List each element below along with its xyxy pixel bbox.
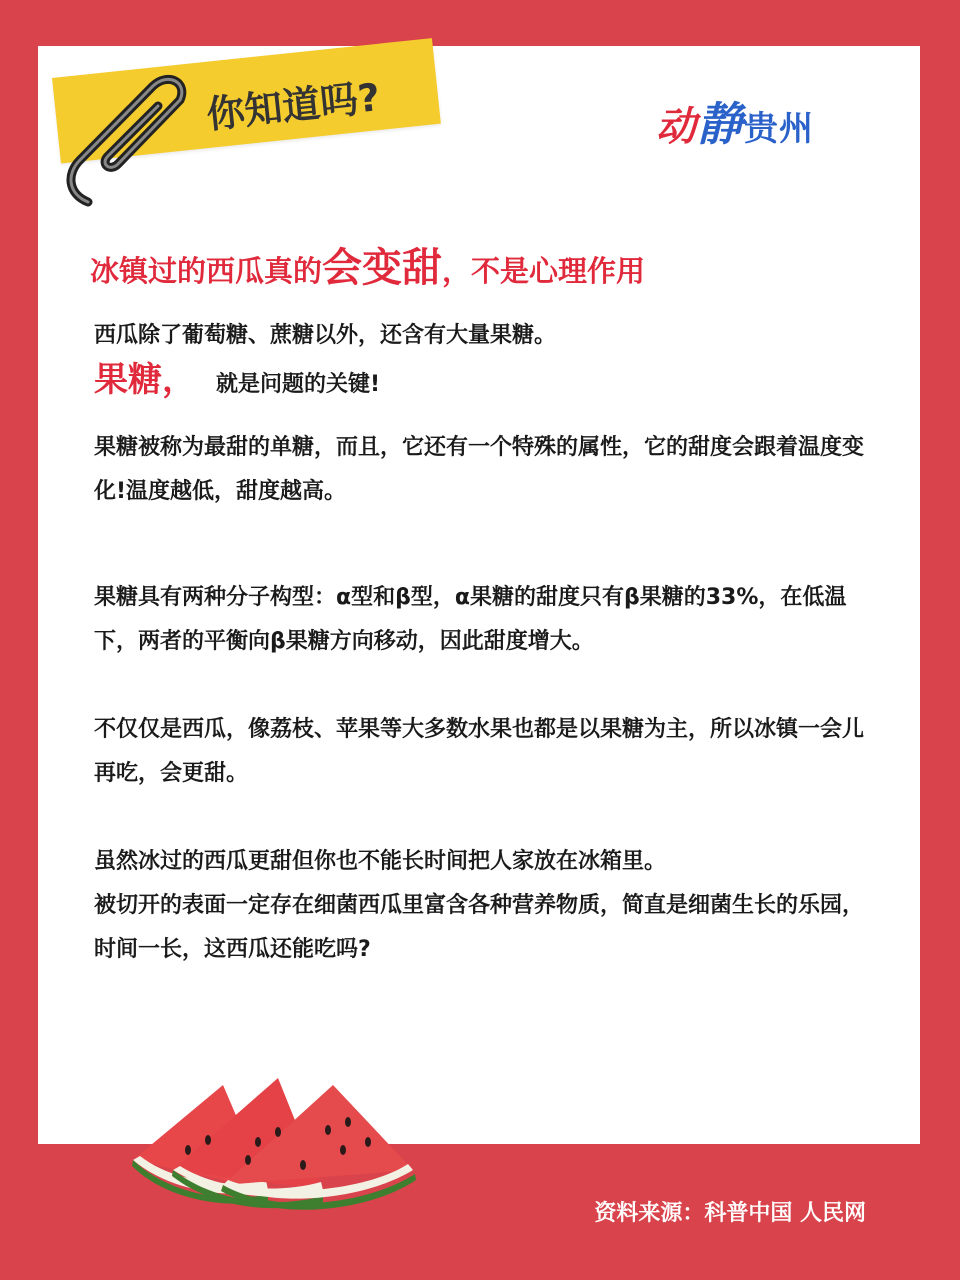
paragraph-warning: 虽然冰过的西瓜更甜但你也不能长时间把人家放在冰箱里。	[94, 849, 667, 874]
key-rest: 就是问题的关键!	[216, 372, 381, 397]
logo-part-3: 贵州	[744, 109, 814, 149]
paragraph-configuration: 果糖具有两种分子构型：α型和β型，α果糖的甜度只有β果糖的33%，在低温下，两者的平衡向β果糖方向移动，因此甜度增大。	[94, 585, 847, 654]
headline-emphasis: 会变甜	[322, 245, 443, 291]
logo-part-1: 动	[656, 104, 697, 150]
tag-label: 你知道吗?	[204, 74, 383, 137]
brand-logo	[656, 88, 814, 154]
key-line	[94, 352, 380, 401]
paragraph-other-fruits: 不仅仅是西瓜，像荔枝、苹果等大多数水果也都是以果糖为主，所以冰镇一会儿再吃，会更甜。	[94, 717, 865, 786]
key-keyword: 果糖，	[94, 360, 196, 400]
logo-part-2: 静	[697, 97, 744, 151]
intro-line: 西瓜除了葡萄糖、蔗糖以外，还含有大量果糖。	[94, 323, 557, 348]
watermelon-slices-image	[128, 1070, 428, 1220]
headline	[90, 236, 645, 293]
source-credit: 资料来源：科普中国 人民网	[594, 1201, 866, 1226]
paperclip-icon	[58, 64, 198, 214]
headline-pre: 冰镇过的西瓜真的	[90, 254, 323, 288]
paragraph-fructose: 果糖被称为最甜的单糖，而且，它还有一个特殊的属性，它的甜度会跟着温度变化!温度越低，甜度越高。	[94, 435, 865, 504]
paragraph-bacteria: 被切开的表面一定存在细菌西瓜里富含各种营养物质，简直是细菌生长的乐园，时间一长，这西瓜还能吃吗?	[94, 893, 865, 962]
headline-post: ，不是心理作用	[442, 254, 646, 288]
